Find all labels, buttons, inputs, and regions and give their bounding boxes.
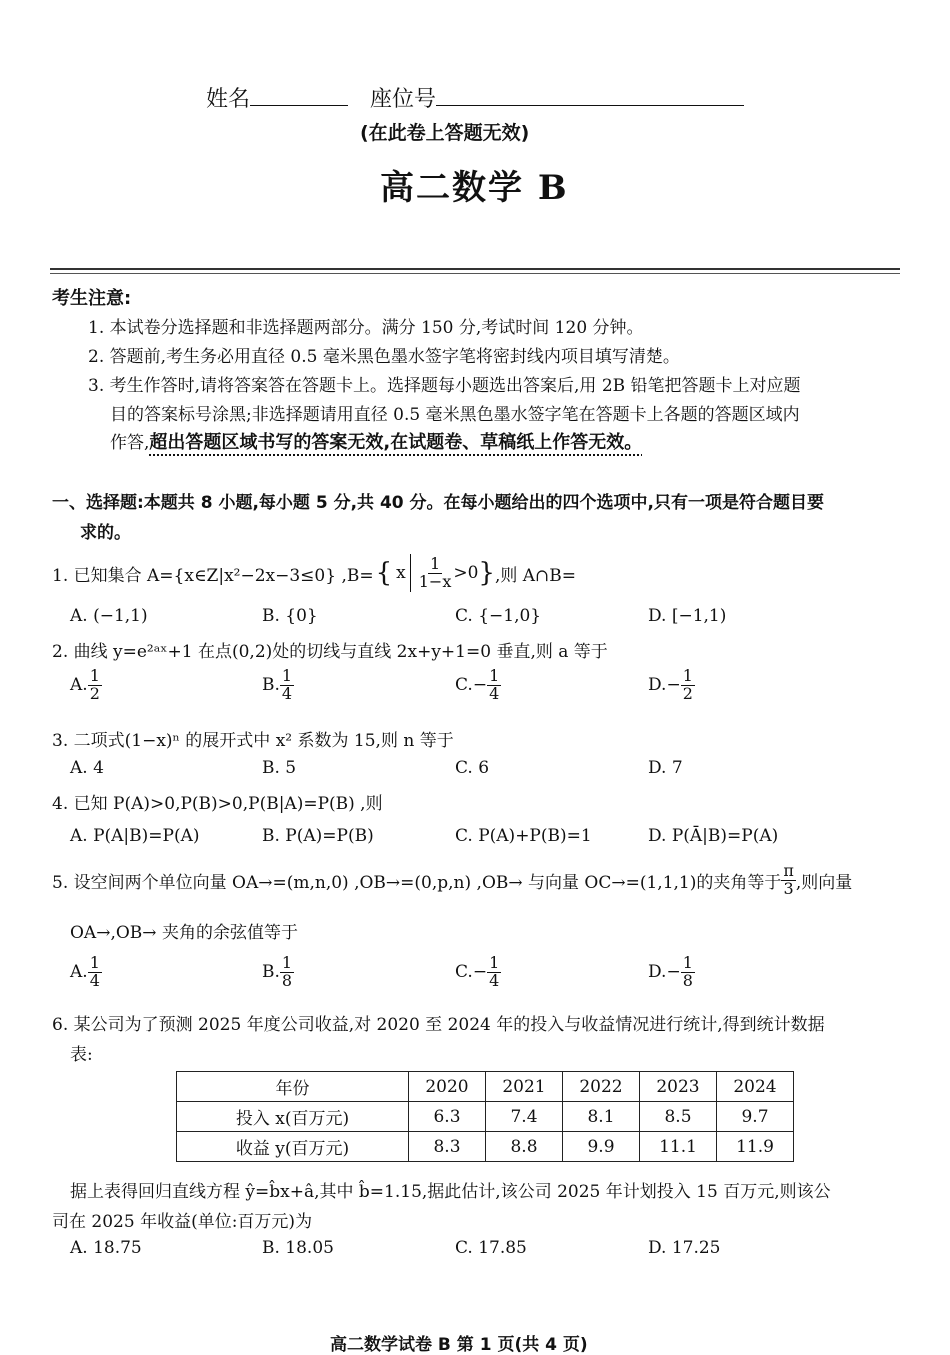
q5-option-b: B. $\frac{1}{8}$ [262, 953, 293, 990]
table-cell: 收益 y(百万元) [177, 1132, 409, 1162]
table-cell: 8.8 [486, 1132, 563, 1162]
table-cell: 2023 [640, 1072, 717, 1102]
q1-option-c: C. {−1,0} [455, 606, 542, 626]
header-divider [50, 268, 900, 270]
table-cell: 2022 [563, 1072, 640, 1102]
table-header-row [177, 1072, 794, 1102]
seat-field [370, 82, 744, 113]
question-5 [52, 860, 852, 900]
table-cell: 2021 [486, 1072, 563, 1102]
table-row [177, 1132, 794, 1162]
q3-option-a: A. 4 [70, 758, 104, 778]
name-blank [250, 85, 348, 106]
note-item-1: 1. 本试卷分选择题和非选择题两部分。满分 150 分,考试时间 120 分钟。 [88, 318, 644, 338]
note-item-3-line-3 [110, 428, 642, 454]
q6-option-c: C. 17.85 [455, 1238, 527, 1258]
table-cell: 2020 [409, 1072, 486, 1102]
seat-blank [436, 85, 744, 106]
q1-suffix: ,则 A∩B= [494, 565, 577, 586]
table-cell: 年份 [177, 1072, 409, 1102]
q5-option-a: A. $\frac{1}{4}$ [70, 953, 100, 990]
q2-option-d-fraction: $\frac{1}{2}$ [682, 666, 693, 703]
q1-var: x [396, 563, 406, 583]
table-cell: 8.1 [563, 1102, 640, 1132]
table-cell: 投入 x(百万元) [177, 1102, 409, 1132]
table-cell: 9.7 [717, 1102, 794, 1132]
q5-option-d-fraction: $\frac{1}{8}$ [682, 953, 693, 990]
question-6-after-2: 司在 2025 年收益(单位:百万元)为 [52, 1212, 313, 1232]
q5-option-a-fraction: $\frac{1}{4}$ [89, 953, 100, 990]
table-cell: 8.3 [409, 1132, 486, 1162]
q2-option-d: D.− $\frac{1}{2}$ [648, 666, 693, 703]
q1-brace-left: { [375, 558, 393, 588]
note-item-3-line-2: 目的答案标号涂黑;非选择题请用直径 0.5 毫米黑色墨水签字笔在答题卡上各题的答题区域内 [110, 405, 800, 425]
question-5-line-2: OA→,OB→ 夹角的余弦值等于 [70, 923, 298, 943]
q4-option-d: D. P(Ā|B)=P(A) [648, 826, 779, 846]
invalid-notice: (在此卷上答题无效) [360, 122, 530, 144]
page-footer: 高二数学试卷 B 第 1 页(共 4 页) [330, 1335, 588, 1355]
q2-option-b-fraction: $\frac{1}{4}$ [281, 666, 293, 703]
section-heading: 一、选择题:本题共 8 小题,每小题 5 分,共 40 分。在每小题给出的四个选项中,只有一项是符合题目要 [52, 493, 824, 513]
note-item-3-line-1: 3. 考生作答时,请将答案答在答题卡上。选择题每小题选出答案后,用 2B 铅笔把答题卡上对应题 [88, 376, 801, 396]
q5-option-d: D.− $\frac{1}{8}$ [648, 953, 693, 990]
q1-option-d: D. [−1,1) [648, 606, 727, 626]
q5-stem-a: 5. 设空间两个单位向量 OA→=(m,n,0) ,OB→=(0,p,n) ,OB→ 与向量 OC→=(1,1,1)的夹角等于 [52, 872, 782, 893]
question-2: 2. 曲线 y=e²ᵃˣ+1 在点(0,2)处的切线与直线 2x+y+1=0 垂直,则 a 等于 [52, 642, 608, 662]
question-4: 4. 已知 P(A)>0,P(B)>0,P(B|A)=P(B) ,则 [52, 794, 383, 814]
table-cell: 8.5 [640, 1102, 717, 1132]
q5-option-c: C.− $\frac{1}{4}$ [455, 953, 500, 990]
table-row [177, 1102, 794, 1132]
question-6-after-1: 据上表得回归直线方程 ŷ=b̂x+â,其中 b̂=1.15,据此估计,该公司 2025 年计划投入 15 百万元,则该公 [70, 1182, 831, 1202]
q2-option-b: B. $\frac{1}{4}$ [262, 666, 293, 703]
table-cell: 11.1 [640, 1132, 717, 1162]
q1-option-b: B. {0} [262, 606, 318, 626]
table-cell: 2024 [717, 1072, 794, 1102]
q2-option-a: A. $\frac{1}{2}$ [70, 666, 100, 703]
page-title: 高二数学 B [380, 168, 569, 208]
q5-angle-fraction: $\frac{\pi}{3}$ [783, 860, 794, 898]
q4-option-b: B. P(A)=P(B) [262, 826, 374, 846]
q2-option-c-fraction: $\frac{1}{4}$ [489, 666, 500, 703]
q3-option-d: D. 7 [648, 758, 683, 778]
q1-brace-right: } [478, 558, 495, 588]
q6-option-b: B. 18.05 [262, 1238, 334, 1258]
note-item-3-prefix: 作答, [110, 433, 150, 453]
q3-option-b: B. 5 [262, 758, 297, 778]
name-label: 姓名 [206, 87, 251, 112]
q4-option-a: A. P(A|B)=P(A) [70, 826, 200, 846]
notes-heading: 考生注意: [52, 288, 132, 309]
note-item-2: 2. 答题前,考生务必用直径 0.5 毫米黑色墨水签字笔将密封线内项目填写清楚。 [88, 347, 680, 367]
q3-option-c: C. 6 [455, 758, 490, 778]
statistics-table [176, 1071, 794, 1162]
question-6: 6. 某公司为了预测 2025 年度公司收益,对 2020 至 2024 年的投入与收益情况进行统计,得到统计数据 [52, 1015, 825, 1035]
q4-option-c: C. P(A)+P(B)=1 [455, 826, 592, 846]
q1-bar [410, 554, 411, 592]
header-divider-thin [50, 273, 900, 274]
q2-option-c: C.− $\frac{1}{4}$ [455, 666, 500, 703]
question-3: 3. 二项式(1−x)ⁿ 的展开式中 x² 系数为 15,则 n 等于 [52, 731, 454, 751]
note-emphasis: 超出答题区域书写的答案无效,在试题卷、草稿纸上作答无效。 [149, 432, 643, 453]
section-heading-cont: 求的。 [80, 523, 131, 543]
table-cell: 6.3 [409, 1102, 486, 1132]
name-field [206, 82, 348, 113]
q5-option-b-fraction: $\frac{1}{8}$ [281, 953, 293, 990]
q1-fraction: $\frac{1}{1-x}$ [418, 553, 452, 591]
q2-option-a-fraction: $\frac{1}{2}$ [89, 666, 100, 703]
table-cell: 9.9 [563, 1132, 640, 1162]
q1-option-a: A. (−1,1) [70, 606, 148, 626]
q1-prefix: 1. 已知集合 A={x∈Z|x²−2x−3≤0} ,B= [52, 565, 374, 586]
question-6-line-2: 表: [70, 1045, 93, 1065]
q6-option-a: A. 18.75 [70, 1238, 142, 1258]
table-cell: 7.4 [486, 1102, 563, 1132]
q1-gt: >0 [453, 563, 479, 583]
seat-label: 座位号 [370, 87, 437, 112]
q5-stem-b: ,则向量 [795, 872, 853, 893]
table-cell: 11.9 [717, 1132, 794, 1162]
q6-option-d: D. 17.25 [648, 1238, 721, 1258]
question-1 [52, 552, 576, 594]
q5-option-c-fraction: $\frac{1}{4}$ [489, 953, 500, 990]
